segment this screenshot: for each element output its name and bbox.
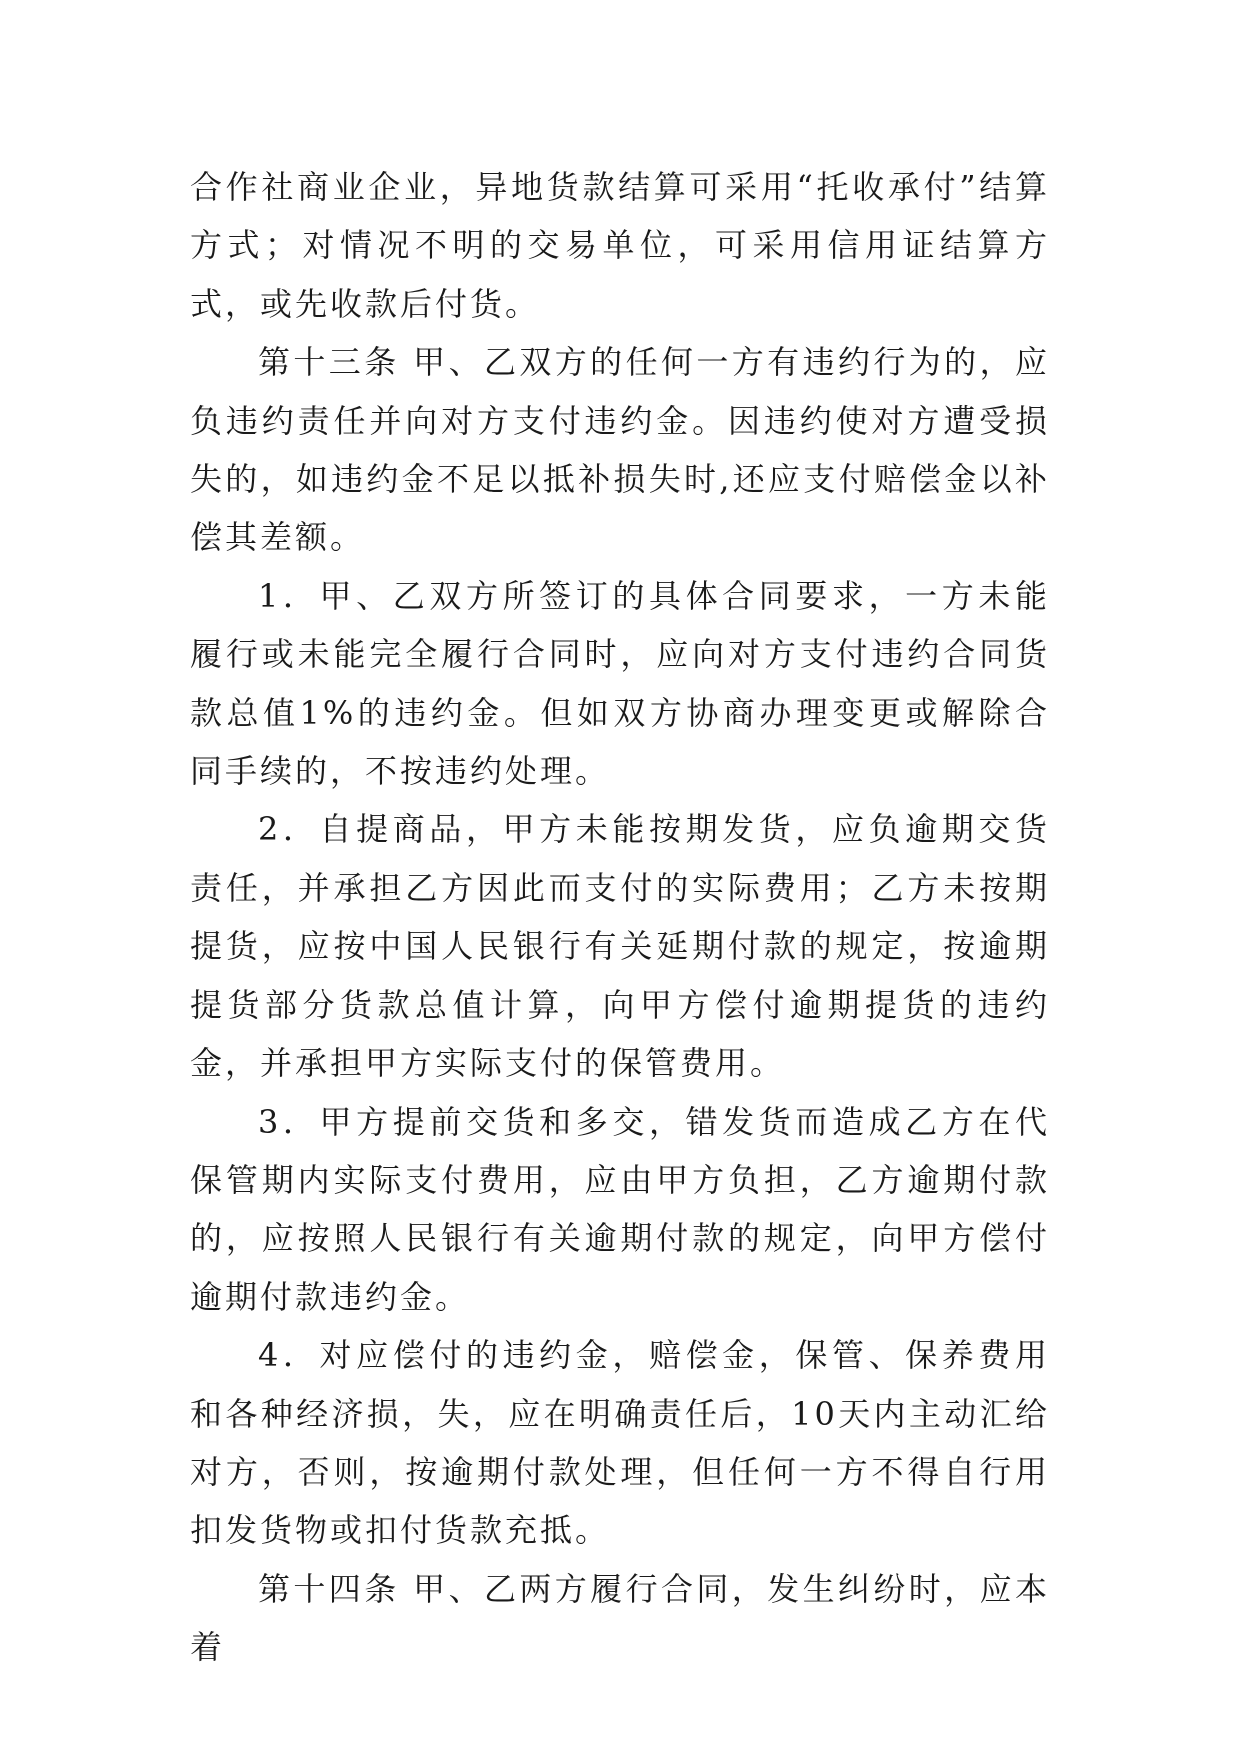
document-body xyxy=(190,158,1050,1677)
paragraph-clause-3: 3．甲方提前交货和多交，错发货而造成乙方在代保管期内实际支付费用，应由甲方负担，乙方逾期付款的，应按照人民银行有关逾期付款的规定，向甲方偿付逾期付款违约金。 xyxy=(190,1102,1050,1316)
paragraph-clause-2: 2．自提商品，甲方未能按期发货，应负逾期交货责任，并承担乙方因此而支付的实际费用；乙方未按期提货，应按中国人民银行有关延期付款的规定，按逾期提货部分货款总值计算，向甲方偿付逾期提货的违约金，并承担甲方实际支付的保管费用。 xyxy=(190,810,1050,1083)
paragraph-clause-4: 4．对应偿付的违约金，赔偿金，保管、保养费用和各种经济损，失，应在明确责任后，10天内主动汇给对方，否则，按逾期付款处理，但任何一方不得自行用扣发货物或扣付货款充抵。 xyxy=(190,1336,1050,1550)
paragraph-clause-1: 1．甲、乙双方所签订的具体合同要求，一方未能履行或未能完全履行合同时，应向对方支付违约合同货款总值1%的违约金。但如双方协商办理变更或解除合同手续的，不按违约处理。 xyxy=(190,576,1050,791)
paragraph-article-13: 第十三条 甲、乙双方的任何一方有违约行为的，应负违约责任并向对方支付违约金。因违约使对方遭受损失的，如违约金不足以抵补损失时,还应支付赔偿金以补偿其差额。 xyxy=(190,343,1050,557)
paragraph-article-14: 第十四条 甲、乙两方履行合同，发生纠纷时，应本着 xyxy=(190,1569,1050,1667)
paragraph-payment-methods: 合作社商业企业，异地货款结算可采用“托收承付”结算方式；对情况不明的交易单位，可采用信用证结算方式，或先收款后付货。 xyxy=(190,168,1050,323)
